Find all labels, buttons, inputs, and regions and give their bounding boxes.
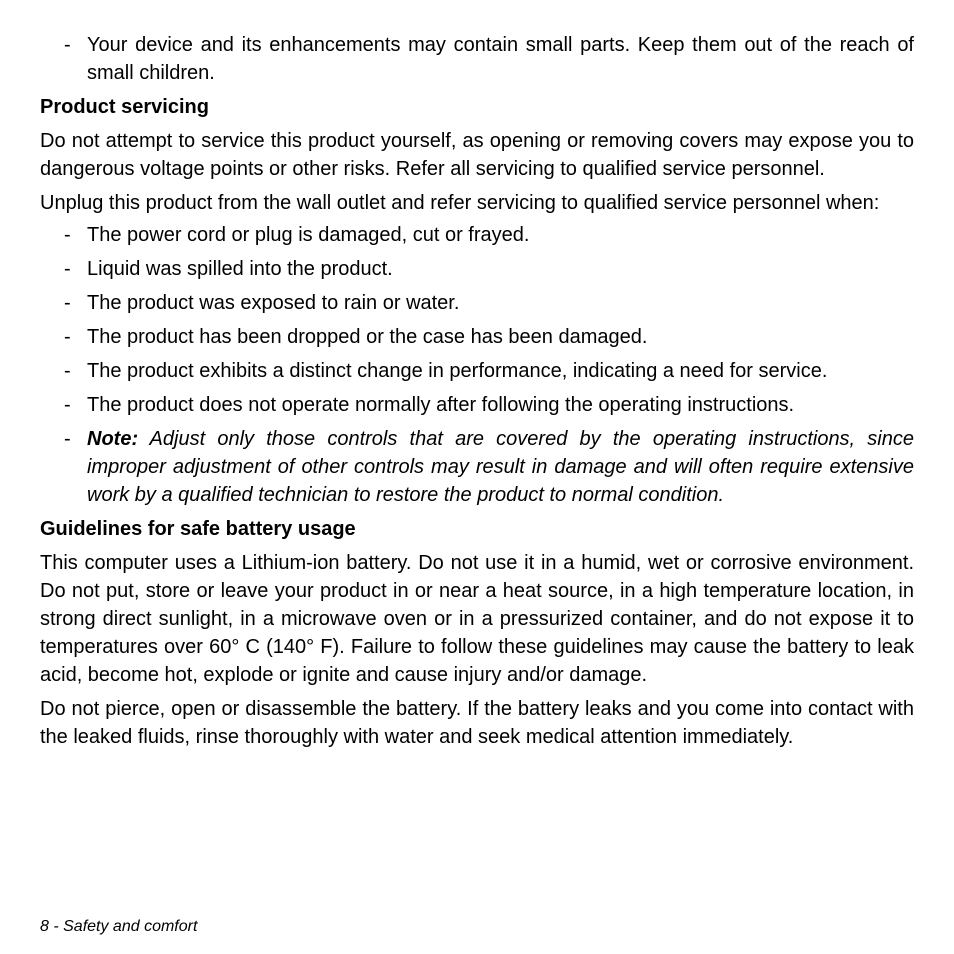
bullet-text: The product does not operate normally after following the operating instructions. <box>87 394 795 416</box>
bullet-text: Liquid was spilled into the product. <box>87 258 393 280</box>
bullet-dash: - <box>64 326 71 348</box>
paragraph-lithium-ion: This computer uses a Lithium-ion battery. Do not use it in a humid, wet or corrosive environment. Do not put, store or leave your product in or near a heat source, in a high temperature location, in strong direct sunlight, in a microwave oven or in a pressurized container, and do not expose it to temperatures over 60° C (140° F). Failure to follow these guidelines may cause the battery to leak acid, become hot, explode or ignite and cause injury and/or damage. <box>40 552 914 686</box>
bullet-note <box>40 425 914 509</box>
bullet-liquid <box>40 255 914 283</box>
bullet-not-operate <box>40 391 914 419</box>
bullet-dash: - <box>64 394 71 416</box>
bullet-small-parts <box>40 31 914 87</box>
bullet-dash: - <box>64 224 71 246</box>
bullet-text: The product was exposed to rain or water. <box>87 292 460 314</box>
paragraph-unplug: Unplug this product from the wall outlet and refer servicing to qualified service personnel when: <box>40 192 880 214</box>
page-footer: 8 - Safety and comfort <box>40 918 198 935</box>
bullet-dash: - <box>64 34 71 56</box>
note-label: Note: <box>87 428 139 450</box>
bullet-dash: - <box>64 428 71 450</box>
bullet-dropped <box>40 323 914 351</box>
bullet-text: The product has been dropped or the case has been damaged. <box>87 326 648 348</box>
paragraph-do-not-service: Do not attempt to service this product yourself, as opening or removing covers may expose you to dangerous voltage points or other risks. Refer all servicing to qualified service personnel. <box>40 130 914 180</box>
bullet-text: Your device and its enhancements may contain small parts. Keep them out of the reach of small children. <box>87 34 914 84</box>
bullet-performance <box>40 357 914 385</box>
note-text: Adjust only those controls that are covered by the operating instructions, since improper adjustment of other controls may result in damage and will often require extensive work by a qualified technician to restore the product to normal condition. <box>87 428 914 506</box>
paragraph-do-not-pierce: Do not pierce, open or disassemble the battery. If the battery leaks and you come into contact with the leaked fluids, rinse thoroughly with water and seek medical attention immediately. <box>40 698 914 748</box>
bullet-text: The power cord or plug is damaged, cut or frayed. <box>87 224 530 246</box>
bullet-text: The product exhibits a distinct change in performance, indicating a need for service. <box>87 360 828 382</box>
heading-battery: Guidelines for safe battery usage <box>40 518 356 540</box>
page-body <box>40 31 914 751</box>
bullet-dash: - <box>64 292 71 314</box>
bullet-power-cord <box>40 221 914 249</box>
bullet-dash: - <box>64 360 71 382</box>
bullet-rain <box>40 289 914 317</box>
heading-product-servicing: Product servicing <box>40 96 209 118</box>
bullet-dash: - <box>64 258 71 280</box>
